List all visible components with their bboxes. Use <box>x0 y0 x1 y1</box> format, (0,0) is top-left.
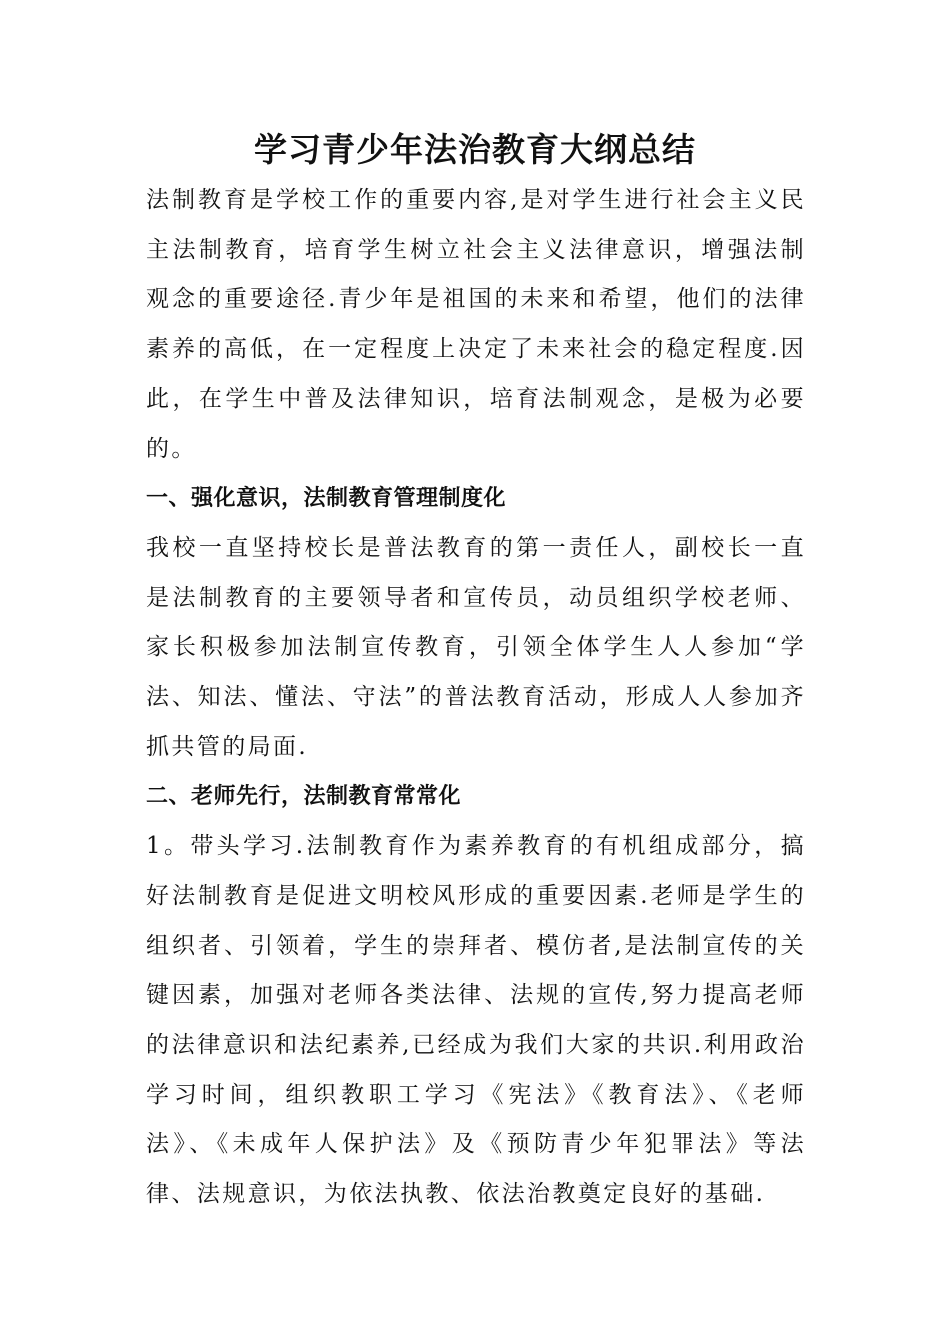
section-1-paragraph: 我校一直坚持校长是普法教育的第一责任人，副校长一直是法制教育的主要领导者和宣传员，动员组织学校老师、家长积极参加法制宣传教育，引领全体学生人人参加“学法、知法、懂法、守法”的普法教育活动，形成人人参加齐抓共管的局面. <box>146 534 806 760</box>
section-2-heading: 二、老师先行，法制教育常常化 <box>146 784 462 810</box>
section-2-item-1-paragraph: 1。带头学习.法制教育作为素养教育的有机组成部分，搞好法制教育是促进文明校风形成的重要因素.老师是学生的组织者、引领着，学生的崇拜者、模仿者,是法制宣传的关键因素，加强对老师各类法律、法规的宣传,努力提高老师的法律意识和法纪素养,已经成为我们大家的共识.利用政治学习时间，组织教职工学习《宪法》《教育法》、《老师法》、《未成年人保护法》及《预防青少年犯罪法》等法律、法规意识，为依法执教、依法治教奠定良好的基础. <box>146 833 806 1208</box>
document-body <box>146 176 806 1220</box>
section-1-heading: 一、强化意识，法制教育管理制度化 <box>146 486 507 512</box>
document-title: 学习青少年法治教育大纲总结 <box>254 130 696 169</box>
intro-paragraph: 法制教育是学校工作的重要内容,是对学生进行社会主义民主法制教育，培育学生树立社会主义法律意识，增强法制观念的重要途径.青少年是祖国的未来和希望，他们的法律素养的高低，在一定程度上决定了未来社会的稳定程度.因此，在学生中普及法律知识，培育法制观念，是极为必要的。 <box>146 187 806 462</box>
